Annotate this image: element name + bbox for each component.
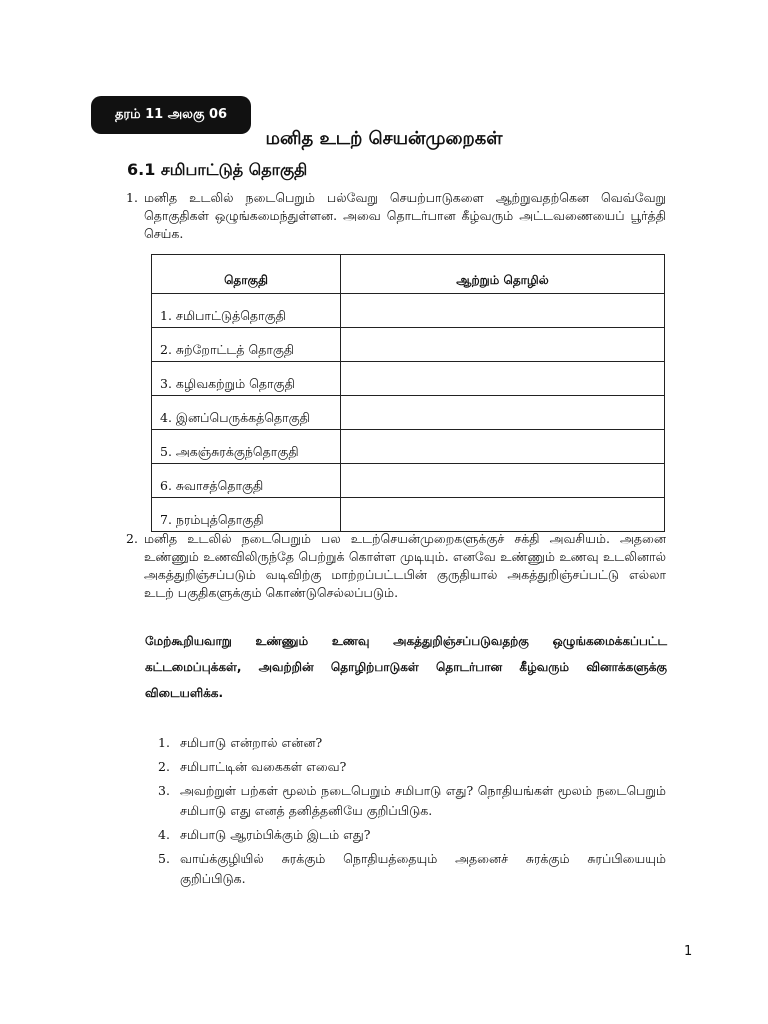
list-item bbox=[158, 733, 666, 753]
item-text: சமிபாட்டின் வகைகள் எவை? bbox=[180, 759, 347, 774]
question-text: மனித உடலில் நடைபெறும் பல உடற்செயன்முறைகளுக்குச் சக்தி அவசியம். அதனை உண்ணும் உணவிலிருந்தே பெற்றுக் கொள்ள முடியும். எனவே உண்ணும் உணவு உடலினால் அகத்துறிஞ்சப்படும் வடிவிற்கு மாற்றப்பட்டபின் குருதியால் அகத்துறிஞ்சப்பட்டு எல்லா உடற் பகுதிகளுக்கும் கொண்டுசெல்லப்படும். bbox=[144, 531, 666, 600]
item-number: 2. bbox=[158, 759, 170, 774]
list-item bbox=[158, 825, 666, 845]
question-instruction: மேற்கூறியவாறு உண்ணும் உணவு அகத்துறிஞ்சப்படுவதற்கு ஒழுங்கமைக்கப்பட்ட கட்டமைப்புக்கள், அவற்றின் தொழிற்பாடுகள் தொடர்பான கீழ்வரும் வினாக்களுக்கு விடையளிக்க. bbox=[145, 634, 667, 700]
question-1 bbox=[126, 189, 666, 243]
function-answer-cell[interactable] bbox=[341, 294, 665, 328]
column-header-system: தொகுதி bbox=[152, 255, 341, 294]
function-answer-cell[interactable] bbox=[341, 498, 665, 532]
item-text: சமிபாடு என்றால் என்ன? bbox=[180, 735, 323, 750]
item-number: 4. bbox=[158, 827, 170, 842]
function-answer-cell[interactable] bbox=[341, 362, 665, 396]
table-row bbox=[152, 396, 665, 430]
function-answer-cell[interactable] bbox=[341, 396, 665, 430]
column-header-function: ஆற்றும் தொழில் bbox=[341, 255, 665, 294]
table-row bbox=[152, 328, 665, 362]
system-name-cell: 5. அகஞ்சுரக்குந்தொகுதி bbox=[152, 430, 341, 464]
page-title: மனித உடற் செயன்முறைகள் bbox=[265, 128, 503, 149]
table-row bbox=[152, 362, 665, 396]
system-name-cell: 6. சுவாசத்தொகுதி bbox=[152, 464, 341, 498]
item-text: சமிபாடு ஆரம்பிக்கும் இடம் எது? bbox=[180, 827, 371, 842]
question-2 bbox=[126, 530, 666, 602]
list-item bbox=[158, 781, 666, 821]
sub-question-list bbox=[158, 733, 666, 893]
function-answer-cell[interactable] bbox=[341, 464, 665, 498]
system-name-cell: 1. சமிபாட்டுத்தொகுதி bbox=[152, 294, 341, 328]
table-row bbox=[152, 498, 665, 532]
item-number: 5. bbox=[158, 851, 170, 866]
body-systems-table bbox=[151, 254, 665, 532]
table-row bbox=[152, 464, 665, 498]
system-name-cell: 7. நரம்புத்தொகுதி bbox=[152, 498, 341, 532]
item-text: அவற்றுள் பற்கள் மூலம் நடைபெறும் சமிபாடு எது? நொதியங்கள் மூலம் நடைபெறும் சமிபாடு எது எனத் தனித்தனியே குறிப்பிடுக. bbox=[180, 783, 666, 818]
function-answer-cell[interactable] bbox=[341, 430, 665, 464]
system-name-cell: 2. சுற்றோட்டத் தொகுதி bbox=[152, 328, 341, 362]
table-row bbox=[152, 294, 665, 328]
question-number: 2. bbox=[126, 531, 138, 546]
system-name-cell: 3. கழிவகற்றும் தொகுதி bbox=[152, 362, 341, 396]
table-row bbox=[152, 430, 665, 464]
list-item bbox=[158, 849, 666, 889]
table-header-row bbox=[152, 255, 665, 294]
item-text: வாய்க்குழியில் சுரக்கும் நொதியத்தையும் அதனைச் சுரக்கும் சுரப்பியையும் குறிப்பிடுக. bbox=[180, 851, 666, 886]
list-item bbox=[158, 757, 666, 777]
page-number: 1 bbox=[684, 944, 693, 959]
item-number: 3. bbox=[158, 783, 170, 798]
item-number: 1. bbox=[158, 735, 170, 750]
question-number: 1. bbox=[126, 190, 138, 205]
question-text: மனித உடலில் நடைபெறும் பல்வேறு செயற்பாடுகளை ஆற்றுவதற்கென வெவ்வேறு தொகுதிகள் ஒழுங்கமைந்துள்ளன. அவை தொடர்பான கீழ்வரும் அட்டவணையைப் பூர்த்தி செய்க. bbox=[144, 190, 666, 241]
grade-unit-badge: தரம் 11 அலகு 06 bbox=[91, 96, 251, 134]
section-heading: 6.1 சமிபாட்டுத் தொகுதி bbox=[127, 160, 308, 179]
system-name-cell: 4. இனப்பெருக்கத்தொகுதி bbox=[152, 396, 341, 430]
function-answer-cell[interactable] bbox=[341, 328, 665, 362]
